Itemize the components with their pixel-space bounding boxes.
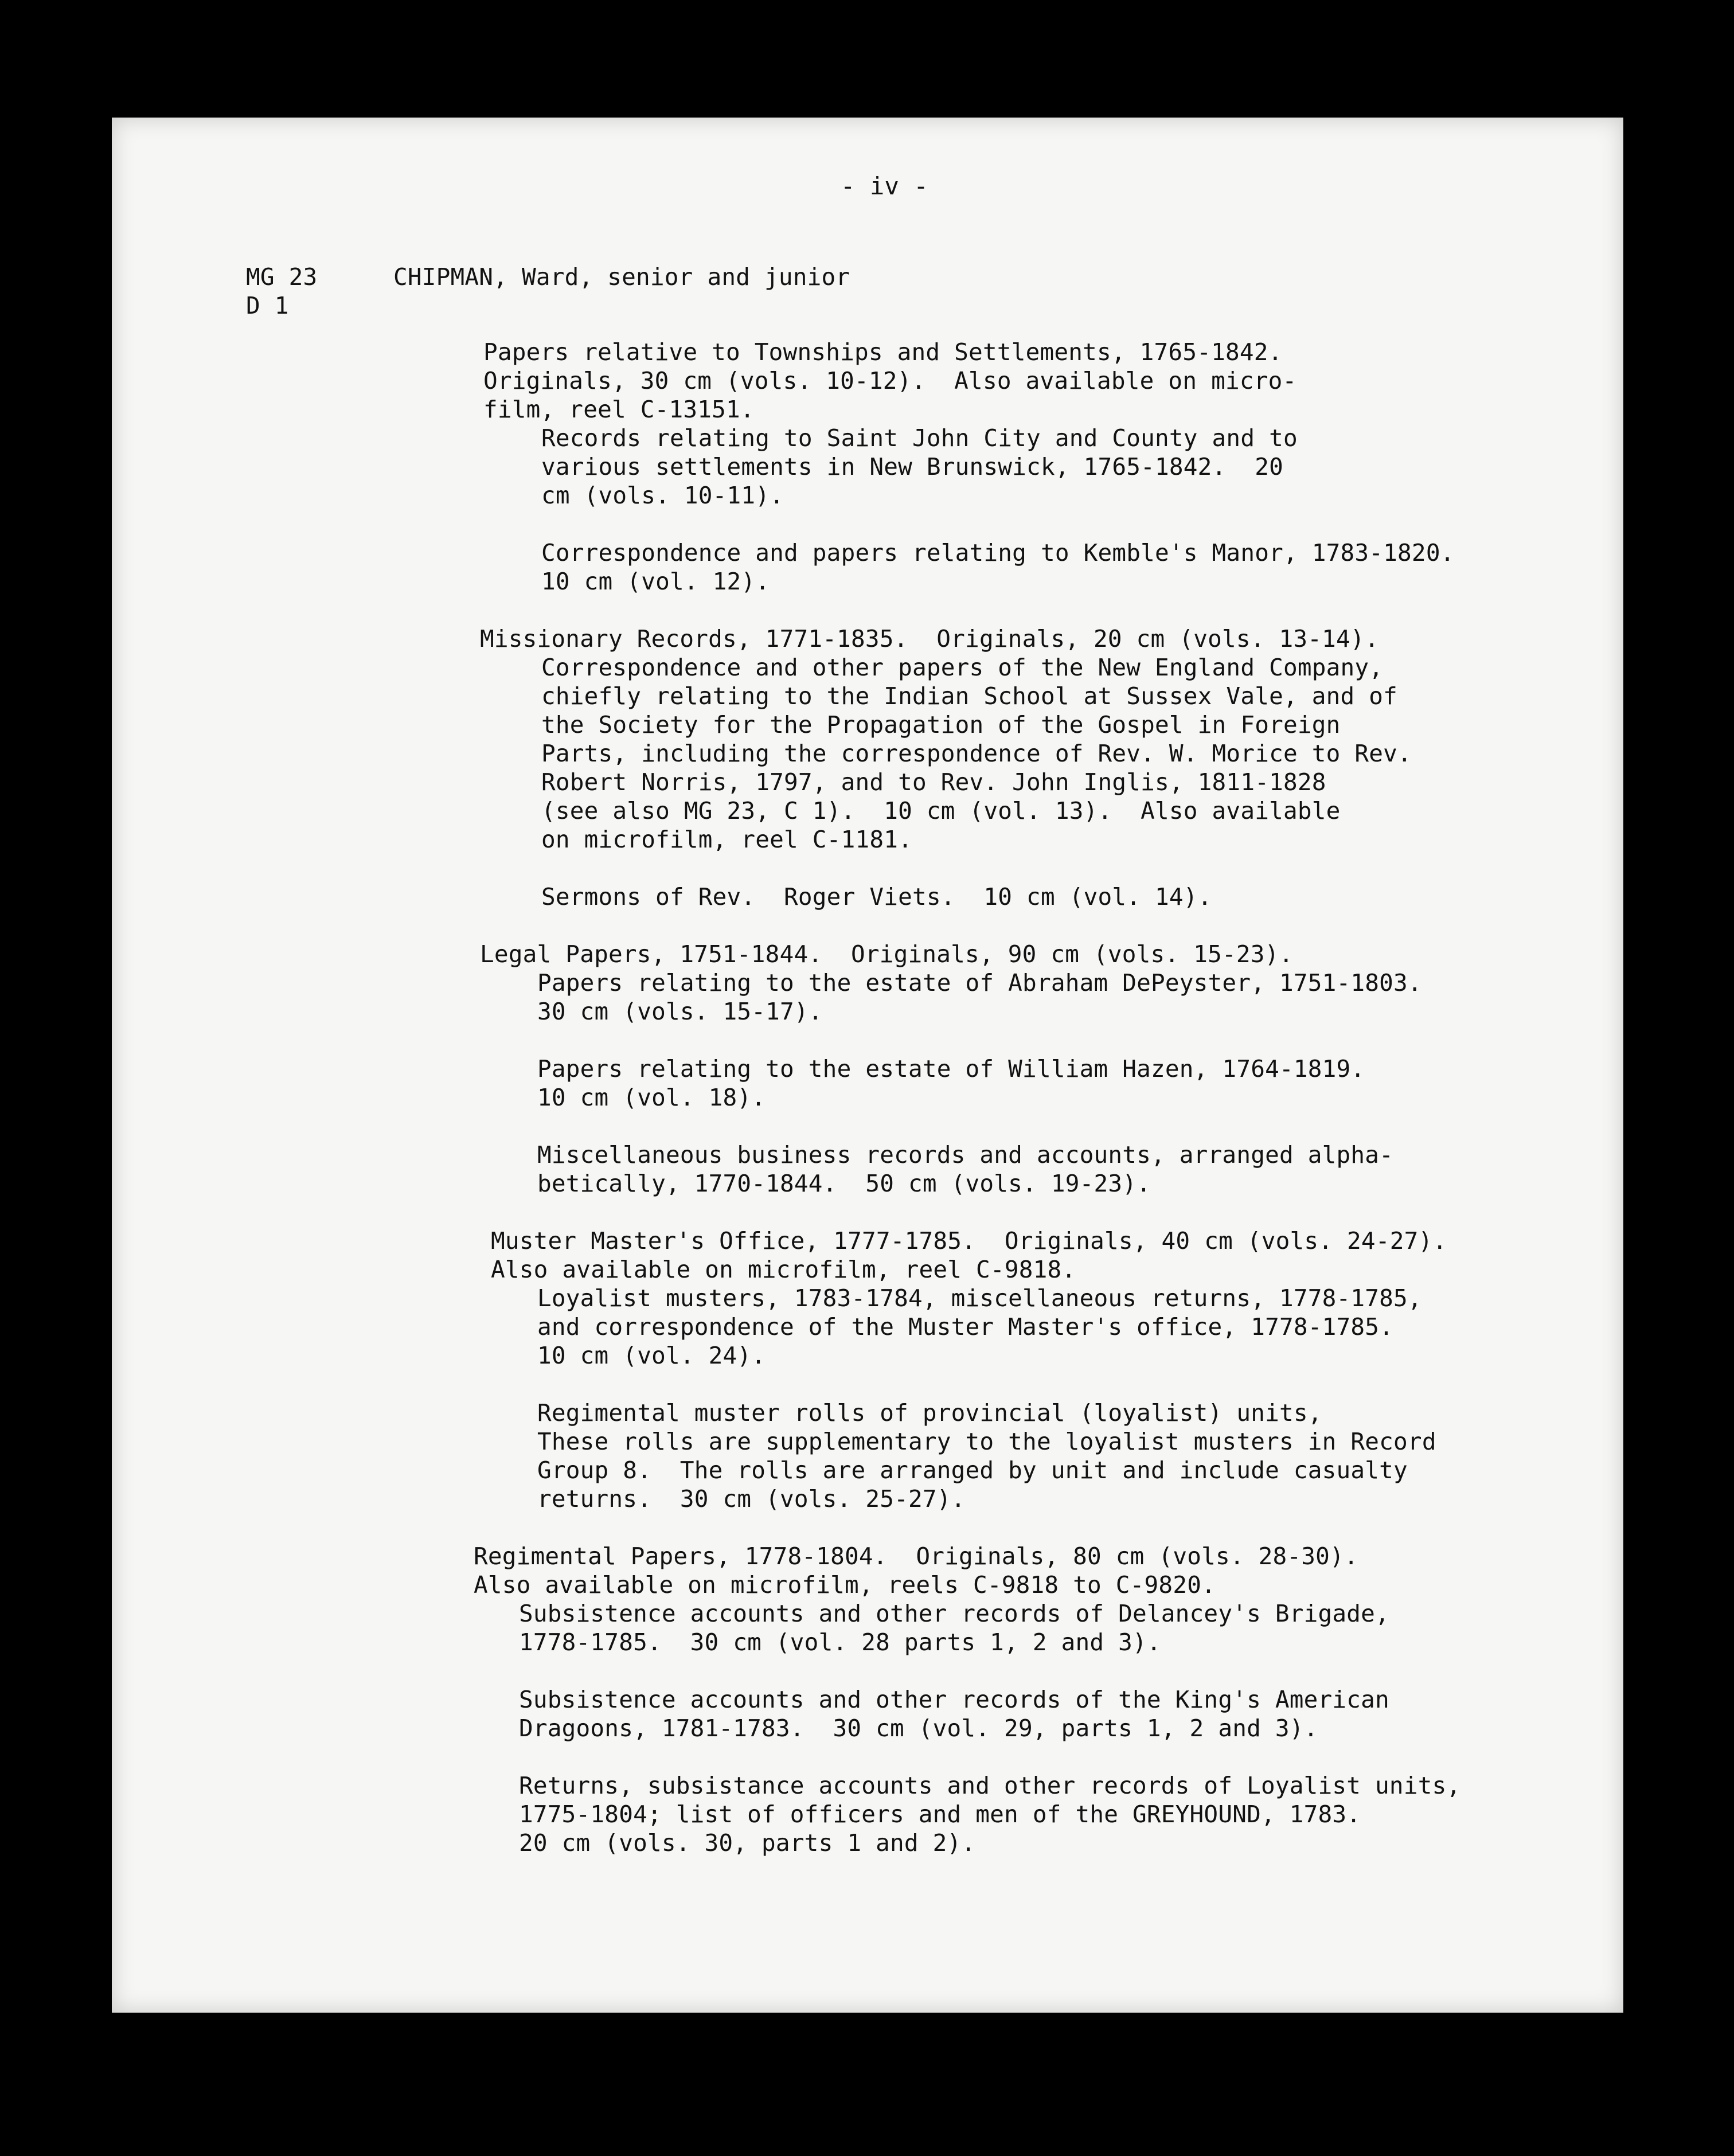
- item-line: Miscellaneous business records and accounts, arranged alpha-: [537, 1141, 1394, 1169]
- item-line: Dragoons, 1781-1783. 30 cm (vol. 29, parts 1, 2 and 3).: [519, 1714, 1318, 1742]
- section-title-line: Originals, 30 cm (vols. 10-12). Also available on micro-: [483, 367, 1297, 395]
- item-line: These rolls are supplementary to the loyalist musters in Record: [537, 1428, 1436, 1455]
- item-line: 10 cm (vol. 24).: [537, 1342, 766, 1369]
- item-line: Papers relating to the estate of Abraham DePeyster, 1751-1803.: [537, 969, 1422, 997]
- section-title-line: Missionary Records, 1771-1835. Originals, 20 cm (vols. 13-14).: [480, 625, 1379, 653]
- section-title-line: Papers relative to Townships and Settlements, 1765-1842.: [483, 338, 1283, 366]
- section-title-line: Muster Master's Office, 1777-1785. Originals, 40 cm (vols. 24-27).: [491, 1227, 1447, 1255]
- section-title-line: Also available on microfilm, reels C-9818 to C-9820.: [474, 1571, 1216, 1599]
- item-line: Group 8. The rolls are arranged by unit and include casualty: [537, 1456, 1408, 1484]
- item-line: 10 cm (vol. 12).: [541, 568, 770, 595]
- item-line: chiefly relating to the Indian School at Sussex Vale, and of: [541, 682, 1398, 710]
- item-line: and correspondence of the Muster Master's office, 1778-1785.: [537, 1313, 1394, 1341]
- item-line: 1778-1785. 30 cm (vol. 28 parts 1, 2 and 3).: [519, 1628, 1161, 1656]
- item-line: Subsistence accounts and other records of the King's American: [519, 1686, 1389, 1713]
- item-line: Correspondence and papers relating to Kemble's Manor, 1783-1820.: [541, 539, 1455, 567]
- item-line: cm (vols. 10-11).: [541, 482, 784, 509]
- item-line: Papers relating to the estate of William Hazen, 1764-1819.: [537, 1055, 1365, 1083]
- item-line: 30 cm (vols. 15-17).: [537, 998, 823, 1025]
- group-code-line1: MG 23: [246, 263, 318, 291]
- item-line: on microfilm, reel C-1181.: [541, 826, 912, 853]
- item-line: Loyalist musters, 1783-1784, miscellaneous returns, 1778-1785,: [537, 1284, 1422, 1312]
- heading: CHIPMAN, Ward, senior and junior: [393, 263, 850, 291]
- item-line: betically, 1770-1844. 50 cm (vols. 19-23).: [537, 1170, 1151, 1197]
- section-title-line: film, reel C-13151.: [483, 396, 755, 423]
- section-title-line: Regimental Papers, 1778-1804. Originals, 80 cm (vols. 28-30).: [474, 1542, 1358, 1570]
- item-line: Records relating to Saint John City and County and to: [541, 424, 1298, 452]
- section-title-line: Also available on microfilm, reel C-9818.: [491, 1256, 1076, 1283]
- item-line: Sermons of Rev. Roger Viets. 10 cm (vol. 14).: [541, 883, 1212, 911]
- item-line: 10 cm (vol. 18).: [537, 1084, 766, 1111]
- item-line: Regimental muster rolls of provincial (loyalist) units,: [537, 1399, 1322, 1427]
- item-line: returns. 30 cm (vols. 25-27).: [537, 1485, 966, 1513]
- item-line: 1775-1804; list of officers and men of the GREYHOUND, 1783.: [519, 1800, 1361, 1828]
- item-line: Returns, subsistance accounts and other records of Loyalist units,: [519, 1772, 1461, 1799]
- item-line: Parts, including the correspondence of Rev. W. Morice to Rev.: [541, 740, 1412, 767]
- item-line: various settlements in New Brunswick, 1765-1842. 20: [541, 453, 1283, 481]
- item-line: Correspondence and other papers of the New England Company,: [541, 654, 1384, 681]
- page-number: - iv -: [841, 172, 928, 200]
- item-line: Subsistence accounts and other records of Delancey's Brigade,: [519, 1600, 1389, 1627]
- item-line: the Society for the Propagation of the Gospel in Foreign: [541, 711, 1341, 739]
- item-line: Robert Norris, 1797, and to Rev. John Inglis, 1811-1828: [541, 768, 1326, 796]
- item-line: 20 cm (vols. 30, parts 1 and 2).: [519, 1829, 976, 1857]
- item-line: (see also MG 23, C 1). 10 cm (vol. 13). Also available: [541, 797, 1341, 825]
- group-code-line2: D 1: [246, 292, 289, 319]
- section-title-line: Legal Papers, 1751-1844. Originals, 90 cm (vols. 15-23).: [480, 940, 1294, 968]
- document-page: [112, 118, 1623, 2013]
